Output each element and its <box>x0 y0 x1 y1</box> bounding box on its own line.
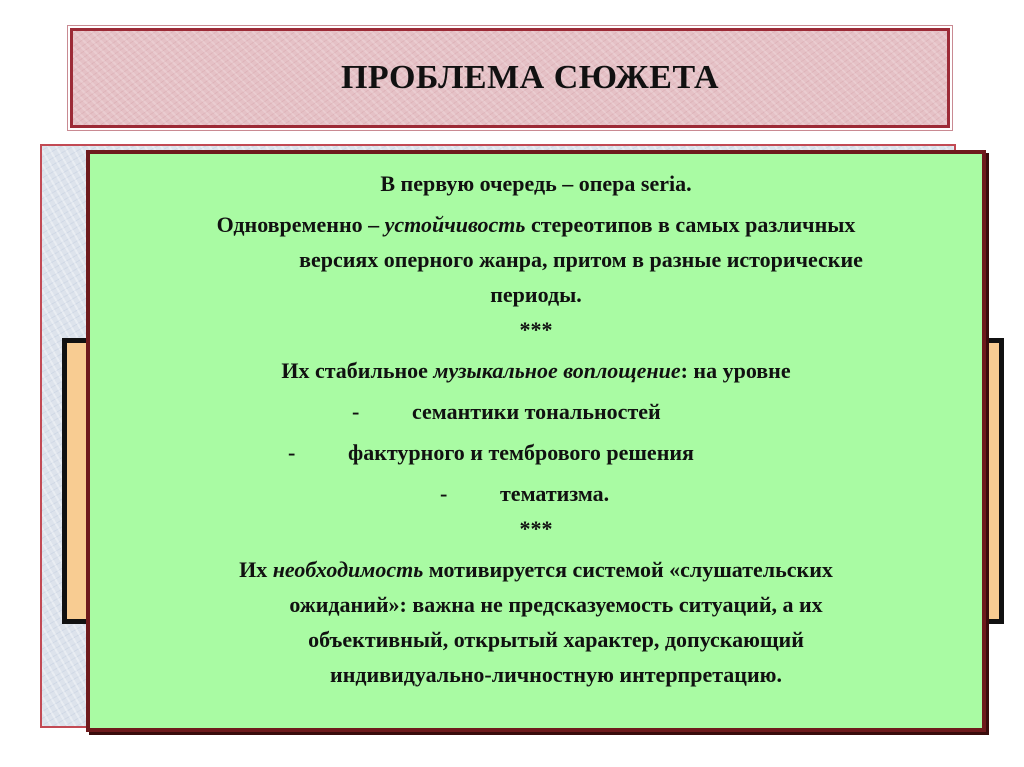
text-line-versions: версиях оперного жанра, притом в разные исторические <box>299 247 863 272</box>
title-banner <box>70 28 950 128</box>
separator-stars: *** <box>519 516 553 541</box>
list-item-thematism: - тематизма. <box>440 481 610 506</box>
text-line-musical-embodiment: Их стабильное музыкальное воплощение: на уровне <box>281 358 791 383</box>
text-line-simultaneously: Одновременно – устойчивость стереотипов в самых различных <box>216 212 856 237</box>
text-line-necessity: Их необходимость мотивируется системой «слушательских <box>239 557 833 582</box>
text-line-opera-seria: В первую очередь – опера seria. <box>380 171 692 196</box>
text-line-periods: периоды. <box>490 282 582 307</box>
content-panel <box>86 150 986 732</box>
list-item-semantics: - семантики тональностей <box>352 399 661 424</box>
text-line-expectations: ожиданий»: важна не предсказуемость ситуаций, а их <box>289 592 823 617</box>
list-item-texture: - фактурного и тембрового решения <box>288 440 694 465</box>
text-line-interpretation: индивидуально-личностную интерпретацию. <box>330 662 782 687</box>
separator-stars: *** <box>519 317 553 342</box>
content-text <box>90 166 982 692</box>
text-line-objective: объективный, открытый характер, допускающий <box>308 627 804 652</box>
slide-title: ПРОБЛЕМА СЮЖЕТА <box>340 59 720 96</box>
